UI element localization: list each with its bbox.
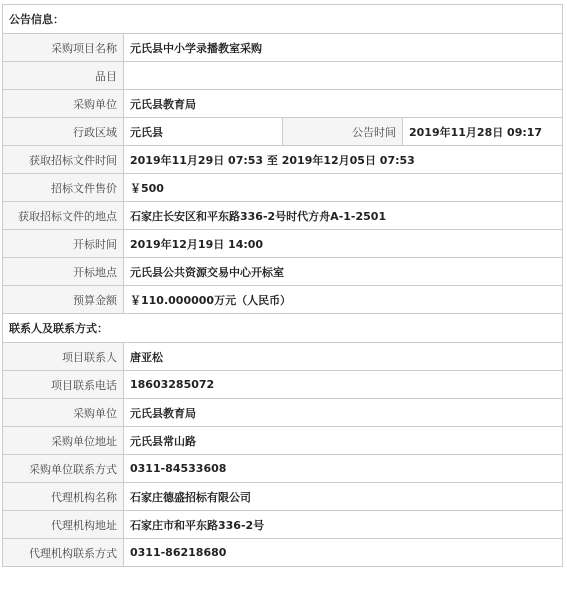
table-row [3,286,563,314]
row-value: 元氏县教育局 [124,90,563,118]
table-row [3,511,563,539]
table-row [3,427,563,455]
row-value: 2019年11月28日 09:17 [403,118,563,146]
table-row [3,230,563,258]
row-value: 石家庄市和平东路336-2号 [124,511,563,539]
row-value: 0311-86218680 [124,539,563,567]
row-label: 采购单位 [3,399,124,427]
row-value: 0311-84533608 [124,455,563,483]
row-value: 元氏县教育局 [124,399,563,427]
row-label: 公告时间 [283,118,403,146]
row-label: 项目联系电话 [3,371,124,399]
table-row [3,399,563,427]
table-row [3,202,563,230]
table-row [3,258,563,286]
row-label: 项目联系人 [3,343,124,371]
table-row [3,483,563,511]
table-row [3,90,563,118]
section-header-contacts [3,314,563,343]
section-header-announcement [3,5,563,34]
row-value: 石家庄长安区和平东路336-2号时代方舟A-1-2501 [124,202,563,230]
table-row [3,539,563,567]
row-value: ￥500 [124,174,563,202]
row-label: 采购单位联系方式 [3,455,124,483]
row-label: 预算金额 [3,286,124,314]
row-value: 18603285072 [124,371,563,399]
row-value: 石家庄德盛招标有限公司 [124,483,563,511]
row-value: 2019年11月29日 07:53 至 2019年12月05日 07:53 [124,146,563,174]
section-title: 联系人及联系方式： [3,314,563,343]
row-label: 招标文件售价 [3,174,124,202]
row-label: 行政区域 [3,118,124,146]
row-value: 2019年12月19日 14:00 [124,230,563,258]
table-row [3,371,563,399]
row-value: 元氏县常山路 [124,427,563,455]
row-label: 获取招标文件时间 [3,146,124,174]
table-row [3,146,563,174]
row-label: 开标地点 [3,258,124,286]
row-value: 元氏县 [124,118,283,146]
row-label: 品目 [3,62,124,90]
row-label: 采购项目名称 [3,34,124,62]
section-title: 公告信息： [3,5,563,34]
row-label: 获取招标文件的地点 [3,202,124,230]
table-row [3,34,563,62]
table-row [3,343,563,371]
row-label: 代理机构名称 [3,483,124,511]
row-label: 代理机构联系方式 [3,539,124,567]
row-value: 唐亚松 [124,343,563,371]
table-row [3,118,563,146]
table-row [3,174,563,202]
row-label: 采购单位地址 [3,427,124,455]
table-row [3,455,563,483]
row-label: 开标时间 [3,230,124,258]
row-label: 采购单位 [3,90,124,118]
row-value: ￥110.000000万元（人民币） [124,286,563,314]
row-value [124,62,563,90]
row-value: 元氏县中小学录播教室采购 [124,34,563,62]
table-row [3,62,563,90]
row-label: 代理机构地址 [3,511,124,539]
announcement-table [2,4,563,567]
row-value: 元氏县公共资源交易中心开标室 [124,258,563,286]
